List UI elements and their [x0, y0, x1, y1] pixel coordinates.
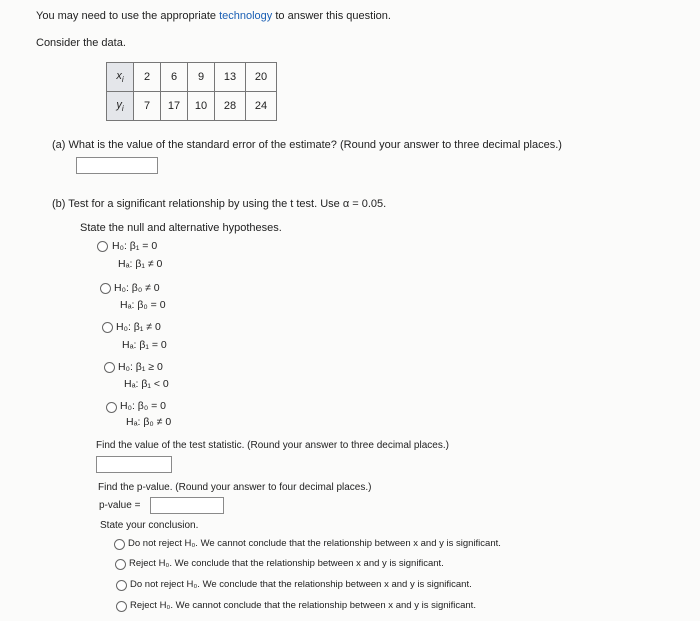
p-value-label: p-value = — [99, 500, 141, 511]
h0-text: H₀: β₁ = 0 — [112, 240, 158, 252]
test-statistic-prompt: Find the value of the test statistic. (Round your answer to three decimal places.) — [96, 440, 449, 451]
hypotheses-prompt: State the null and alternative hypotheses. — [80, 222, 282, 234]
part-a-answer-input[interactable] — [76, 157, 158, 174]
test-statistic-input[interactable] — [96, 456, 172, 473]
radio-button[interactable] — [114, 539, 125, 550]
radio-button[interactable] — [116, 580, 127, 591]
conclusion-text: Do not reject H₀. We conclude that the relationship between x and y is significant. — [130, 579, 472, 590]
conclusion-text: Reject H₀. We cannot conclude that the relationship between x and y is significant. — [130, 600, 476, 611]
intro-prefix: You may need to use the appropriate — [36, 10, 217, 22]
data-table — [106, 62, 277, 121]
y-cell: 24 — [246, 92, 277, 121]
consider-text: Consider the data. — [36, 37, 126, 49]
technology-link[interactable]: technology — [219, 10, 273, 22]
ha-text: Hₐ: β₀ ≠ 0 — [126, 416, 172, 428]
table-row-y — [107, 92, 277, 121]
y-cell: 7 — [134, 92, 161, 121]
y-cell: 17 — [161, 92, 188, 121]
x-cell: 6 — [161, 63, 188, 92]
y-cell: 28 — [215, 92, 246, 121]
radio-button[interactable] — [115, 559, 126, 570]
x-cell: 13 — [215, 63, 246, 92]
y-header: $y_i$ — [107, 92, 134, 121]
conclusion-text: Reject H₀. We conclude that the relationship between x and y is significant. — [129, 558, 444, 569]
x-header: $x_i$ — [107, 63, 134, 92]
p-value-prompt: Find the p-value. (Round your answer to four decimal places.) — [98, 482, 372, 493]
ha-text: Hₐ: β₁ < 0 — [124, 378, 169, 390]
h0-text: H₀: β₀ ≠ 0 — [114, 282, 160, 294]
x-cell: 2 — [134, 63, 161, 92]
h0-text: H₀: β₀ = 0 — [120, 400, 166, 412]
conclusion-text: Do not reject H₀. We cannot conclude that the relationship between x and y is significant. — [128, 538, 501, 549]
radio-button[interactable] — [102, 322, 113, 333]
ha-text: Hₐ: β₁ ≠ 0 — [118, 258, 163, 270]
radio-button[interactable] — [116, 601, 127, 612]
y-cell: 10 — [188, 92, 215, 121]
radio-button[interactable] — [104, 362, 115, 373]
x-cell: 9 — [188, 63, 215, 92]
h0-text: H₀: β₁ ≥ 0 — [118, 361, 163, 373]
table-row-x — [107, 63, 277, 92]
conclusion-prompt: State your conclusion. — [100, 520, 199, 531]
ha-text: Hₐ: β₁ = 0 — [122, 339, 167, 351]
part-b-question: (b) Test for a significant relationship by using the t test. Use α = 0.05. — [52, 198, 387, 210]
x-cell: 20 — [246, 63, 277, 92]
part-a-question: (a) What is the value of the standard error of the estimate? (Round your answer to three decimal places.) — [52, 139, 562, 151]
radio-button[interactable] — [106, 402, 117, 413]
h0-text: H₀: β₁ ≠ 0 — [116, 321, 161, 333]
p-value-input[interactable] — [150, 497, 224, 514]
radio-button[interactable] — [100, 283, 111, 294]
radio-button[interactable] — [97, 241, 108, 252]
ha-text: Hₐ: β₀ = 0 — [120, 299, 166, 311]
intro-text — [36, 10, 391, 22]
intro-suffix: to answer this question. — [275, 10, 391, 22]
